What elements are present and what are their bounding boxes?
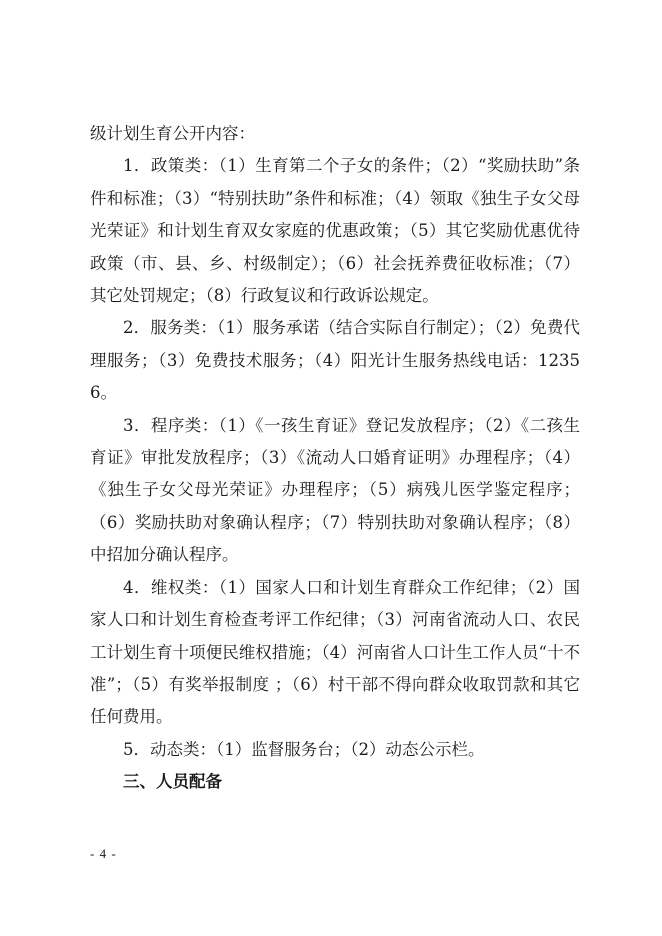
section-heading: 三、人员配备 — [123, 772, 222, 792]
document-body — [90, 118, 580, 799]
paragraph-service: 2．服务类：（1）服务承诺（结合实际自行制定）；（2）免费代理服务；（3）免费技术服务；（4）阳光计生服务热线电话：12356。 — [90, 318, 580, 403]
paragraph-procedure: 3．程序类：（1）《一孩生育证》登记发放程序；（2）《二孩生育证》审批发放程序；（3）《流动人口婚育证明》办理程序；（4）《独生子女父母光荣证》办理程序；（5）病残儿医学鉴定程序；（6）奖励扶助对象确认程序；（7）特别扶助对象确认程序；（8）中招加分确认程序。 — [90, 415, 580, 565]
paragraph-rights: 4．维权类：（1）国家人口和计划生育群众工作纪律；（2）国家人口和计划生育检查考评工作纪律；（3）河南省流动人口、农民工计划生育十项便民维权措施；（4）河南省人口计生工作人员“十不准”；（5）有奖举报制度 ；（6）村干部不得向群众收取罚款和其它任何费用。 — [90, 577, 580, 727]
page-number: - 4 - — [90, 846, 117, 861]
paragraph-policy: 1．政策类：（1）生育第二个子女的条件；（2）“奖励扶助”条件和标准；（3）“特别扶助”条件和标准；（4）领取《独生子女父母光荣证》和计划生育双女家庭的优惠政策；（5）其它奖励优惠优待政策（市、县、乡、村级制定）；（6）社会抚养费征收标准；（7）其它处罚规定；（8）行政复议和行政诉讼规定。 — [90, 156, 580, 306]
paragraph-intro: 级计划生育公开内容： — [90, 124, 255, 143]
paragraph-dynamic: 5．动态类：（1）监督服务台；（2）动态公示栏。 — [123, 739, 485, 759]
